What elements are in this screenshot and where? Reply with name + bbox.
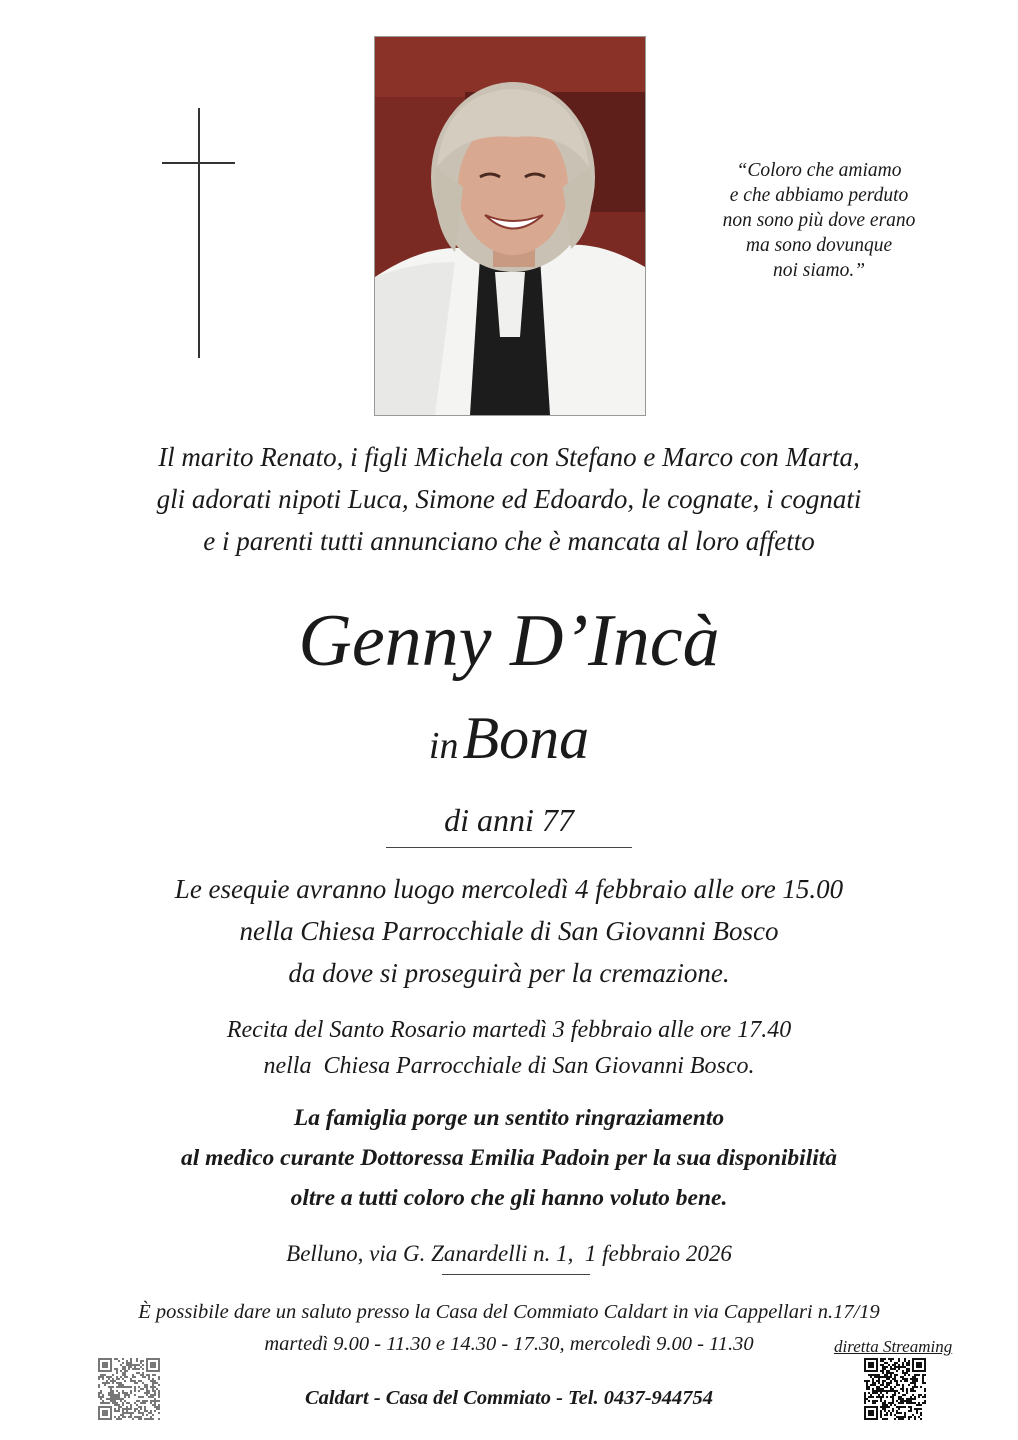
quote-line: noi siamo.” [772,260,866,281]
quote-line: non sono più dove erano [722,210,916,231]
contact-info: Caldart - Casa del Commiato - Tel. 0437-944754 [304,1387,714,1409]
streaming-link[interactable]: diretta Streaming [834,1337,953,1356]
announcement-line: e i parenti tutti annunciano che è mancata al loro affetto [203,526,815,556]
visitation-line: È possibile dare un saluto presso la Casa del Commiato Caldart in via Cappellari n.17/19 [138,1301,880,1323]
cross-icon [198,108,200,358]
announcement-line: Il marito Renato, i figli Michela con Stefano e Marco con Marta, [158,442,860,472]
married-prefix: in [428,725,459,767]
thanks-line: La famiglia porge un sentito ringraziamento [293,1105,725,1131]
funeral-details [30,868,988,994]
rosary-line: Recita del Santo Rosario martedì 3 febbraio alle ore 17.40 [226,1017,792,1043]
quote-line: “Coloro che amiamo [736,160,902,181]
quote [680,158,958,283]
family-announcement [40,436,978,562]
deceased-name: Genny D’Incà [298,600,720,682]
quote-line: ma sono dovunque [745,235,893,256]
visitation-hours: martedì 9.00 - 11.30 e 14.30 - 17.30, mercoledì 9.00 - 11.30 [264,1333,754,1355]
thanks-message [30,1098,988,1218]
married-surname: Bona [462,705,590,771]
married-name [0,698,1018,794]
divider [386,847,632,848]
funeral-line: Le esequie avranno luogo mercoledì 4 febbraio alle ore 15.00 [174,874,844,904]
thanks-line: oltre a tutti coloro che gli hanno voluto bene. [290,1185,728,1211]
divider [442,1274,590,1275]
portrait-photo [374,36,646,416]
thanks-line: al medico curante Dottoressa Emilia Padoin per la sua disponibilità [180,1145,838,1171]
funeral-line: da dove si proseguirà per la cremazione. [288,958,730,988]
place-date: Belluno, via G. Zanardelli n. 1, 1 febbraio 2026 [286,1241,732,1266]
cross-icon-bar [162,162,235,164]
rosary-line: nella Chiesa Parrocchiale di San Giovanni Bosco. [263,1053,755,1079]
announcement-line: gli adorati nipoti Luca, Simone ed Edoardo, le cognate, i cognati [156,484,862,514]
funeral-line: nella Chiesa Parrocchiale di San Giovanni Bosco [239,916,779,946]
quote-line: e che abbiamo perduto [729,185,909,206]
rosary-details [30,1012,988,1084]
age: di anni 77 [444,802,574,838]
